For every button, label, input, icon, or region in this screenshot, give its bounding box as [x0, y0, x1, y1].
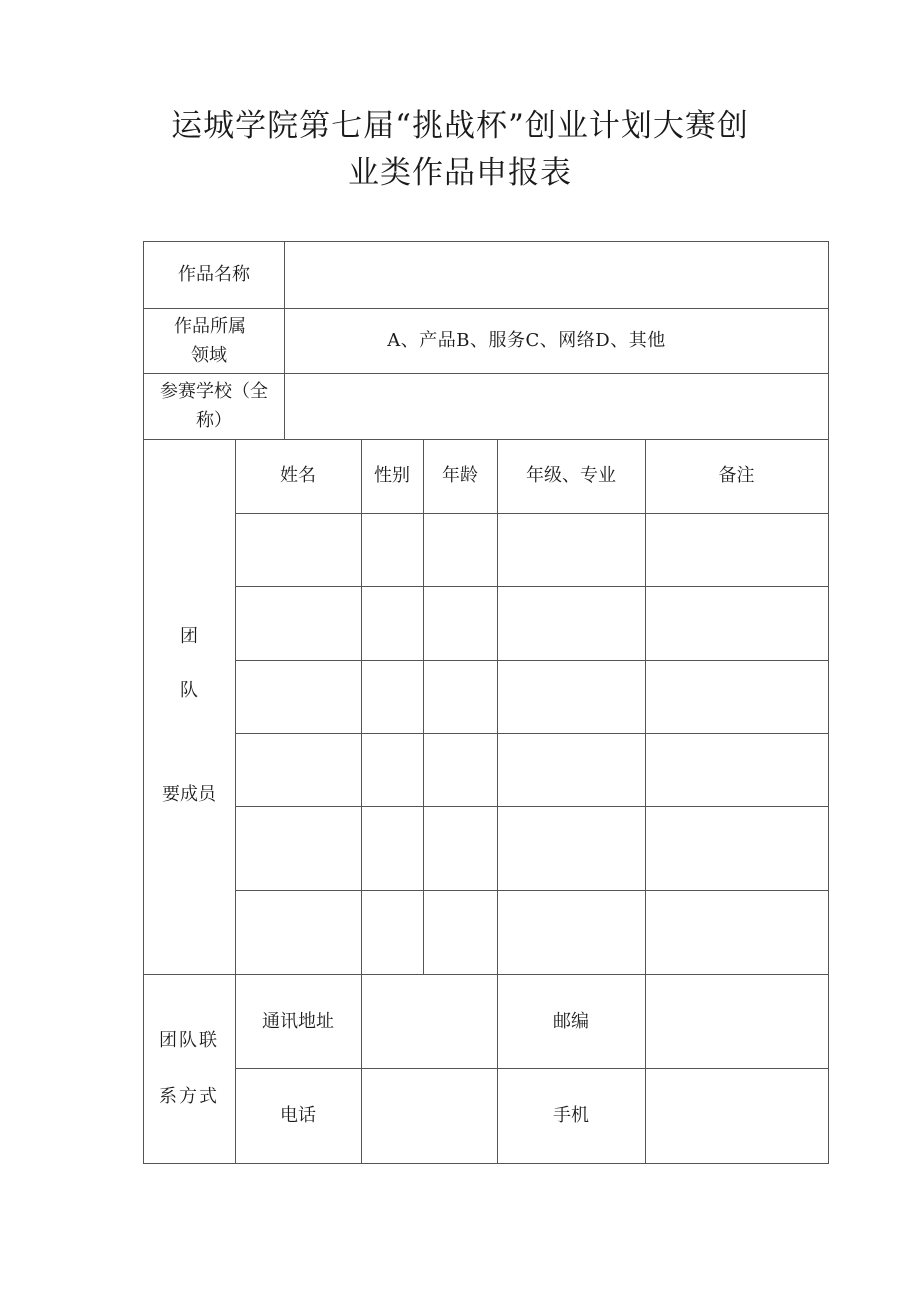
team-label-char-3: 要成员	[162, 784, 216, 805]
work-name-label: 作品名称	[178, 263, 250, 285]
school-field[interactable]	[285, 374, 828, 439]
team-label-char-2: 队	[180, 680, 198, 701]
header-age: 年龄	[442, 465, 478, 486]
domain-label-line-2: 领域	[191, 344, 227, 366]
form-title-line-2: 业类作品申报表	[348, 155, 572, 191]
header-remark: 备注	[718, 465, 755, 486]
contact-label	[143, 975, 235, 1163]
contact-label-line-2: 系方式	[159, 1086, 219, 1107]
school-label	[143, 373, 285, 439]
address-field[interactable]	[362, 975, 497, 1068]
table-row[interactable]	[236, 661, 828, 733]
phone-label: 电话	[280, 1105, 316, 1126]
phone-field[interactable]	[362, 1069, 497, 1163]
header-gender: 性别	[374, 465, 410, 486]
table-row[interactable]	[236, 514, 828, 586]
domain-label	[143, 308, 285, 373]
header-grade-major: 年级、专业	[526, 465, 616, 486]
table-row[interactable]	[236, 891, 828, 974]
domain-options[interactable]: A、产品B、服务C、网络D、其他	[387, 329, 666, 351]
team-label-char-1: 团	[180, 626, 198, 647]
contact-label-line-1: 团队联	[159, 1030, 219, 1051]
form-title-line-1: 运城学院第七届“挑战杯”创业计划大赛创	[171, 108, 749, 144]
postcode-label: 邮编	[553, 1010, 589, 1032]
postcode-field[interactable]	[646, 975, 828, 1068]
school-label-line-1: 参赛学校（全	[160, 381, 268, 402]
table-row[interactable]	[236, 807, 828, 890]
table-row[interactable]	[236, 587, 828, 660]
mobile-label: 手机	[553, 1105, 589, 1126]
address-label: 通讯地址	[262, 1010, 334, 1032]
header-name: 姓名	[280, 465, 316, 486]
table-row[interactable]	[236, 734, 828, 806]
mobile-field[interactable]	[646, 1069, 828, 1163]
school-label-line-2: 称）	[196, 410, 232, 431]
work-name-field[interactable]	[285, 242, 828, 308]
domain-label-line-1: 作品所属	[174, 315, 246, 337]
